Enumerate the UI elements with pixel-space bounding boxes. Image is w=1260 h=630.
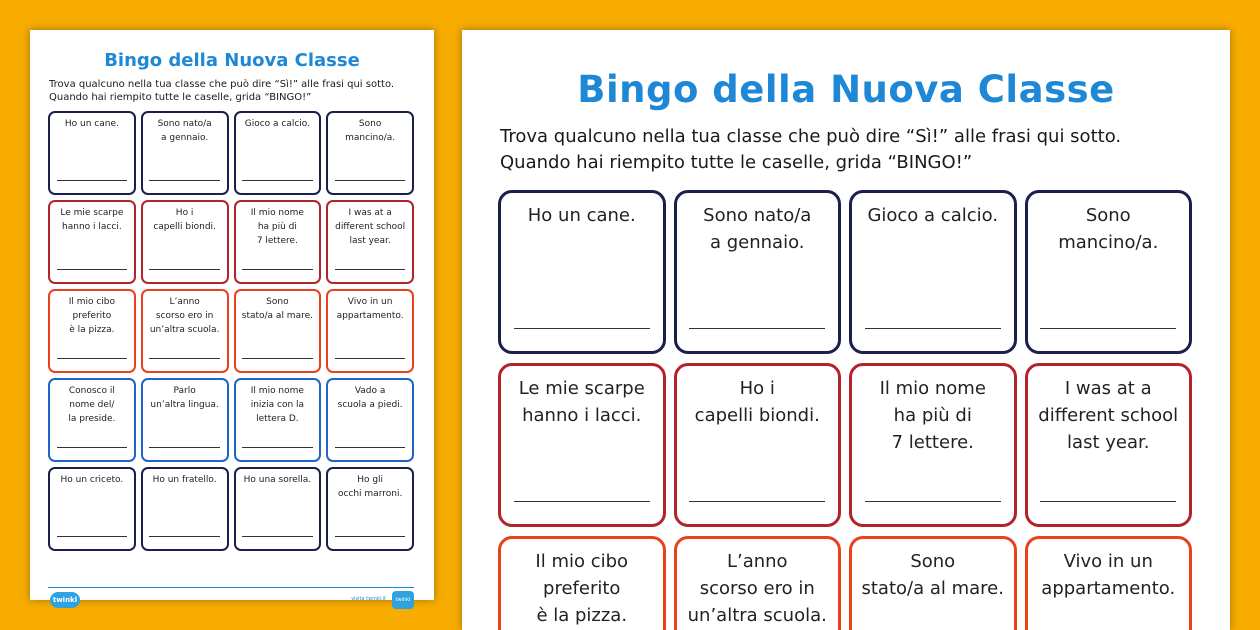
instructions-line-2-large: Quando hai riempito tutte le caselle, grida “BINGO!” (500, 152, 973, 173)
bingo-cell-text: Ho un cane. (64, 119, 119, 129)
bingo-cell-text: Ho una sorella. (243, 475, 312, 485)
bingo-cell (141, 378, 229, 462)
signature-line (335, 536, 405, 537)
bingo-cell-text-large: I was at a different school last year. (1038, 378, 1179, 453)
bingo-grid-large (498, 190, 1192, 630)
bingo-cell-text: I was at a different school last year. (335, 208, 406, 246)
bingo-cell-text: Il mio nome ha più di 7 lettere. (250, 208, 304, 246)
signature-line-large (514, 501, 650, 502)
signature-line (57, 358, 127, 359)
footer-divider (48, 587, 414, 588)
bingo-cell-large (849, 536, 1017, 630)
bingo-cell-large (849, 190, 1017, 354)
bingo-cell-large (1025, 536, 1193, 630)
bingo-cell-text: Ho un criceto. (60, 475, 124, 485)
bingo-cell-large (849, 363, 1017, 527)
bingo-cell (48, 378, 136, 462)
signature-line (335, 447, 405, 448)
signature-line (149, 447, 219, 448)
worksheet-preview (30, 30, 434, 604)
bingo-cell-large (674, 363, 842, 527)
signature-line (335, 180, 405, 181)
bingo-cell-text-large: L’anno scorso ero in un’altra scuola. (687, 551, 827, 626)
bingo-cell-text-large: Vivo in un appartamento. (1041, 551, 1176, 599)
instructions-line-2: Quando hai riempito tutte le caselle, grida “BINGO!” (49, 92, 312, 103)
signature-line (335, 269, 405, 270)
signature-line (242, 358, 312, 359)
bingo-cell-text: Sono nato/a a gennaio. (157, 119, 212, 143)
signature-line-large (514, 328, 650, 329)
bingo-cell (326, 200, 414, 284)
bingo-cell (234, 467, 322, 551)
bingo-cell (326, 378, 414, 462)
bingo-cell (48, 289, 136, 373)
signature-line (57, 269, 127, 270)
signature-line (149, 269, 219, 270)
signature-line (57, 180, 127, 181)
bingo-cell-text: Il mio nome inizia con la lettera D. (250, 386, 305, 424)
signature-line (149, 536, 219, 537)
bingo-cell-large (498, 536, 666, 630)
signature-line (242, 447, 312, 448)
bingo-cell (48, 467, 136, 551)
bingo-cell-text-large: Ho i capelli biondi. (694, 378, 820, 426)
signature-line (149, 358, 219, 359)
twinkl-badge-icon: twinkl (392, 591, 414, 609)
bingo-cell-text-large: Il mio nome ha più di 7 lettere. (879, 378, 986, 453)
bingo-cell (326, 289, 414, 373)
bingo-cell (141, 467, 229, 551)
signature-line (149, 180, 219, 181)
signature-line-large (689, 328, 825, 329)
signature-line-large (865, 501, 1001, 502)
bingo-cell-text: Ho gli occhi marroni. (337, 475, 403, 499)
bingo-cell (141, 111, 229, 195)
bingo-cell-text: Parlo un’altra lingua. (150, 386, 219, 410)
bingo-cell (326, 467, 414, 551)
bingo-cell-text: Il mio cibo preferito è la pizza. (68, 297, 116, 335)
bingo-cell-text: Sono stato/a al mare. (241, 297, 313, 321)
worksheet-title-large: Bingo della Nuova Classe (577, 68, 1115, 111)
instructions-line-1-large: Trova qualcuno nella tua classe che può dire “Sì!” alle frasi qui sotto. (500, 126, 1122, 147)
bingo-cell-text: Ho un fratello. (152, 475, 217, 485)
bingo-cell-large (498, 363, 666, 527)
bingo-cell (234, 289, 322, 373)
bingo-cell-text-large: Il mio cibo preferito è la pizza. (535, 551, 629, 626)
bingo-cell (141, 289, 229, 373)
bingo-cell-text: L’anno scorso ero in un’altra scuola. (149, 297, 220, 335)
worksheet-title: Bingo della Nuova Classe (104, 50, 360, 71)
bingo-cell (234, 378, 322, 462)
bingo-grid (48, 111, 414, 551)
footer-link: visita twinkl.it (351, 596, 386, 602)
bingo-cell-text-large: Le mie scarpe hanno i lacci. (518, 378, 645, 426)
signature-line-large (865, 328, 1001, 329)
bingo-cell-large (674, 536, 842, 630)
signature-line (242, 180, 312, 181)
bingo-cell-text-large: Sono nato/a a gennaio. (703, 205, 812, 253)
signature-line-large (1040, 501, 1176, 502)
twinkl-logo-icon: twinkl (50, 592, 80, 608)
bingo-cell (326, 111, 414, 195)
signature-line (242, 536, 312, 537)
signature-line (242, 269, 312, 270)
signature-line-large (1040, 328, 1176, 329)
bingo-cell (48, 111, 136, 195)
signature-line (57, 536, 127, 537)
worksheet-instructions (49, 78, 434, 104)
bingo-cell-large (1025, 363, 1193, 527)
bingo-cell-text: Le mie scarpe hanno i lacci. (60, 208, 124, 232)
bingo-cell-large (674, 190, 842, 354)
bingo-cell-text: Vado a scuola a piedi. (337, 386, 403, 410)
bingo-cell-text-large: Gioco a calcio. (867, 205, 999, 226)
bingo-cell-text: Gioco a calcio. (244, 119, 311, 129)
bingo-cell-text-large: Sono mancino/a. (1058, 205, 1159, 253)
bingo-cell-text: Ho i capelli biondi. (153, 208, 216, 232)
bingo-cell-text: Conosco il nome del/ la preside. (68, 386, 116, 424)
bingo-cell-text-large: Ho un cane. (527, 205, 636, 226)
bingo-cell-text: Vivo in un appartamento. (336, 297, 404, 321)
signature-line (57, 447, 127, 448)
worksheet-zoom (462, 30, 1230, 630)
worksheet-instructions-large (500, 124, 1230, 176)
bingo-cell (48, 200, 136, 284)
bingo-cell-large (1025, 190, 1193, 354)
bingo-cell (234, 200, 322, 284)
signature-line (335, 358, 405, 359)
bingo-cell (141, 200, 229, 284)
bingo-cell-text: Sono mancino/a. (345, 119, 396, 143)
bingo-cell-text-large: Sono stato/a al mare. (861, 551, 1004, 599)
instructions-line-1: Trova qualcuno nella tua classe che può dire “Sì!” alle frasi qui sotto. (49, 79, 395, 90)
signature-line-large (689, 501, 825, 502)
bingo-cell-large (498, 190, 666, 354)
bingo-cell (234, 111, 322, 195)
